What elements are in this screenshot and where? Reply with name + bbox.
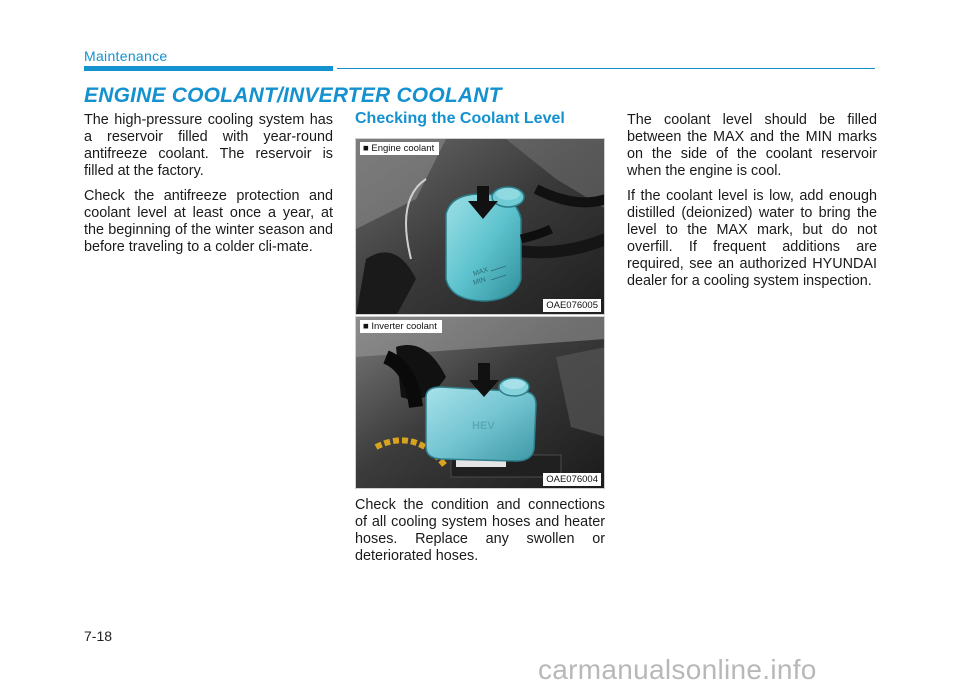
engine-coolant-illustration (356, 139, 605, 315)
column-3 (627, 112, 877, 298)
paragraph: Check the antifreeze protection and coolant level at least once a year, at the beginning of the winter season and before traveling to a colder cli-mate. (84, 188, 333, 255)
inverter-coolant-illustration (356, 317, 605, 489)
watermark: carmanualsonline.info (538, 654, 817, 685)
column-1 (84, 112, 333, 264)
section-label: Maintenance (84, 48, 168, 64)
figure-caption: ■ Engine coolant (360, 142, 439, 155)
header-rule-thick (84, 66, 333, 71)
max-mark: MAX (472, 266, 490, 278)
inverter-coolant-photo (355, 316, 605, 489)
min-mark: MIN (472, 276, 487, 287)
paragraph: The coolant level should be filled between the MAX and the MIN marks on the side of the coolant reservoir when the engine is cool. (627, 112, 877, 179)
paragraph: Check the condition and connections of all cooling system hoses and heater hoses. Replace any swollen or deteriorated hoses. (355, 497, 605, 564)
subheading-checking-level: Checking the Coolant Level (355, 110, 565, 127)
engine-coolant-photo (355, 138, 605, 315)
paragraph: If the coolant level is low, add enough distilled (deionized) water to bring the level to the MAX mark, but do not overfill. If frequent additions are required, see an authorized HYUNDAI dealer for a cooling system inspection. (627, 188, 877, 289)
figure-caption: ■ Inverter coolant (360, 320, 442, 333)
column-2-text (355, 497, 605, 573)
figure-code: OAE076005 (543, 299, 601, 312)
figure-code: OAE076004 (543, 473, 601, 486)
page-title: ENGINE COOLANT/INVERTER COOLANT (84, 84, 502, 107)
paragraph: The high-pressure cooling system has a reservoir filled with year-round antifreeze coolant. The reservoir is filled at the factory. (84, 112, 333, 179)
page-number: 7-18 (84, 628, 113, 644)
header-rule-thin (337, 68, 875, 69)
tank-embossed-label: HEV (472, 420, 495, 432)
